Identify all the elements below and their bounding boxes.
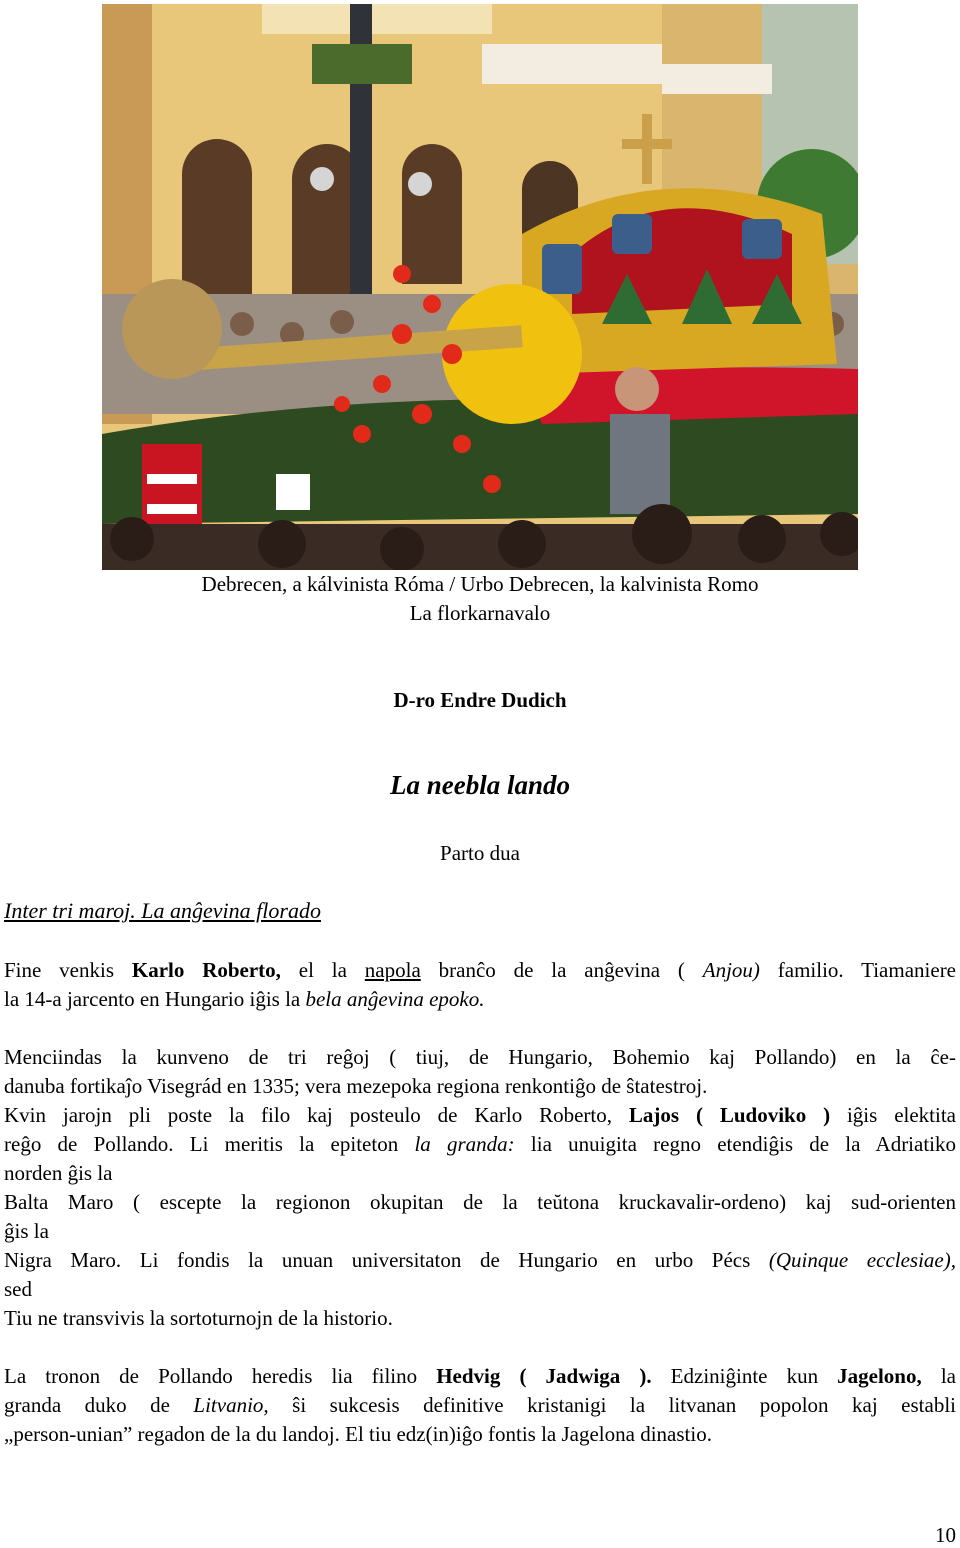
paragraph-3-line-6: Nigra Maro. Li fondis la unuan universitaton de Hungario en urbo Pécs (Quinque ecclesiae), bbox=[4, 1248, 956, 1272]
paragraph-3-line-4: Balta Maro ( escepte la regionon okupitan de la teŭtona kruckavalir-ordeno) kaj sud-orienten bbox=[4, 1190, 956, 1214]
paragraph-1 bbox=[4, 956, 956, 1014]
page-number: 10 bbox=[935, 1523, 956, 1547]
carnival-float-photo bbox=[102, 4, 858, 570]
photo-caption-line-1: Debrecen, a kálvinista Róma / Urbo Debrecen, la kalvinista Romo bbox=[201, 572, 759, 596]
name-lajos: Lajos ( Ludoviko ) bbox=[628, 1103, 831, 1127]
photo-illustration bbox=[102, 4, 858, 570]
author-name: D-ro Endre Dudich bbox=[393, 688, 567, 712]
paragraph-3-line-3: norden ĝis la bbox=[4, 1161, 113, 1185]
photo-caption-line-2: La florkarnavalo bbox=[409, 601, 551, 625]
paragraph-4-line-3: „person-unian” regadon de la du landoj. El tiu edz(in)iĝo fontis la Jagelona dinastio. bbox=[4, 1422, 712, 1446]
paragraph-4 bbox=[4, 1362, 956, 1449]
paragraph-3-line-5: ĝis la bbox=[4, 1219, 49, 1243]
paragraph-2-line-2: danuba fortikaĵo Visegrád en 1335; vera mezepoka regiona renkontiĝo de ŝtatestroj. bbox=[4, 1074, 708, 1098]
paragraph-4-line-1: La tronon de Pollando heredis lia filino Hedvig ( Jadwiga ). Edziniĝinte kun Jagelono, la bbox=[4, 1364, 956, 1388]
name-hedvig: Hedvig ( Jadwiga ). bbox=[436, 1364, 652, 1388]
paragraph-3-line-7: sed bbox=[4, 1277, 32, 1301]
name-jagelono: Jagelono, bbox=[837, 1364, 922, 1388]
paragraph-1-line-2: la 14-a jarcento en Hungario iĝis la bela anĝevina epoko. bbox=[4, 987, 485, 1011]
underlined-napola: napola bbox=[364, 958, 421, 982]
article-part: Parto dua bbox=[440, 841, 520, 865]
paragraph-3-line-1: Kvin jarojn pli poste la filo kaj posteulo de Karlo Roberto, Lajos ( Ludoviko ) iĝis elektita bbox=[4, 1103, 957, 1127]
paragraph-3-line-8: Tiu ne transvivis la sortoturnojn de la historio. bbox=[4, 1306, 393, 1330]
name-karlo-roberto: Karlo Roberto, bbox=[131, 958, 281, 982]
paragraph-2-line-1: Menciindas la kunveno de tri reĝoj ( tiuj, de Hungario, Bohemio kaj Pollando) en la ĉe- bbox=[4, 1045, 956, 1069]
paragraph-1-line-1: Fine venkis Karlo Roberto, el la napola branĉo de la anĝevina ( Anjou) familio. Tiamaniere bbox=[4, 958, 957, 982]
paragraph-3-line-2: reĝo de Pollando. Li meritis la epiteton la granda: lia unuigita regno etendiĝis de la Adriatiko bbox=[4, 1132, 957, 1156]
paragraph-2 bbox=[4, 1043, 956, 1101]
section-heading: Inter tri maroj. La anĝevina florado bbox=[4, 898, 321, 923]
paragraph-3 bbox=[4, 1101, 956, 1333]
paragraph-4-line-2: granda duko de Litvanio, ŝi sukcesis definitive kristanigi la litvanan popolon kaj establi bbox=[4, 1393, 956, 1417]
article-title: La neebla lando bbox=[390, 770, 570, 800]
